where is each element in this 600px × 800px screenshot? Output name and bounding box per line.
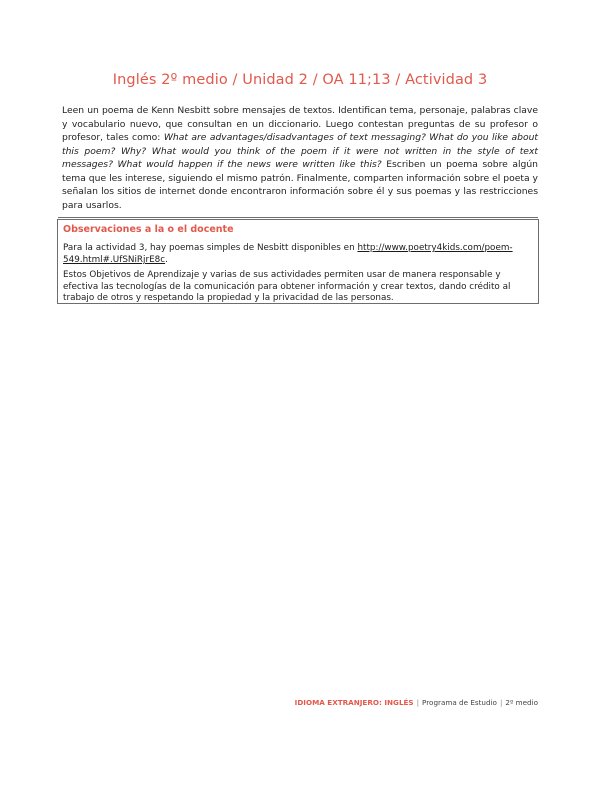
footer-subject: IDIOMA EXTRANJERO: INGLÉS <box>294 698 414 707</box>
divider <box>58 217 538 218</box>
teacher-notes-title: Observaciones a la o el docente <box>63 224 234 235</box>
activity-questions: What are advantages/disadvantages of text messaging? What do you like about this poem? Why? What would you think of the poem if it were not written in the style of text messages? What would happen if the news were written like this? <box>62 132 538 170</box>
teacher-notes-paragraph-2: Estos Objetivos de Aprendizaje y varias de sus actividades permiten usar de manera responsable y efectiva las tecnologías de la comunicación para obtener información y crear textos, dando crédito al trabajo de otros y respetando la propiedad y la privacidad de las personas. <box>63 270 511 303</box>
activity-description <box>62 104 538 212</box>
footer-separator: | <box>499 698 503 707</box>
page-title: Inglés 2º medio / Unidad 2 / OA 11;13 / Actividad 3 <box>112 72 488 88</box>
poetry-link[interactable]: http://www.poetry4kids.com/poem-549.html#.UfSNiRjrE8c <box>63 243 513 265</box>
teacher-notes-p1-end: . <box>165 255 168 265</box>
footer-program: Programa de Estudio <box>422 698 497 707</box>
footer-grade: 2º medio <box>505 698 538 707</box>
activity-text-closing: Escriben un poema sobre algún tema que les interese, siguiendo el mismo patrón. Finalmente, comparten información sobre el poeta y señalan los sitios de internet donde encontraron información sobre él y sus poemas y las restricciones para usarlos. <box>62 159 538 211</box>
teacher-notes-paragraph-1 <box>63 242 533 266</box>
page-footer <box>295 698 538 707</box>
activity-text-intro: Leen un poema de Kenn Nesbitt sobre mensajes de textos. Identifican tema, personaje, palabras clave y vocabulario nuevo, que consultan en un diccionario. Luego contestan preguntas de su profesor o profesor, tales como: <box>62 105 538 143</box>
footer-separator: | <box>416 698 420 707</box>
teacher-notes-box <box>57 219 539 304</box>
teacher-notes-p1-text: Para la actividad 3, hay poemas simples de Nesbitt disponibles en <box>63 243 358 253</box>
